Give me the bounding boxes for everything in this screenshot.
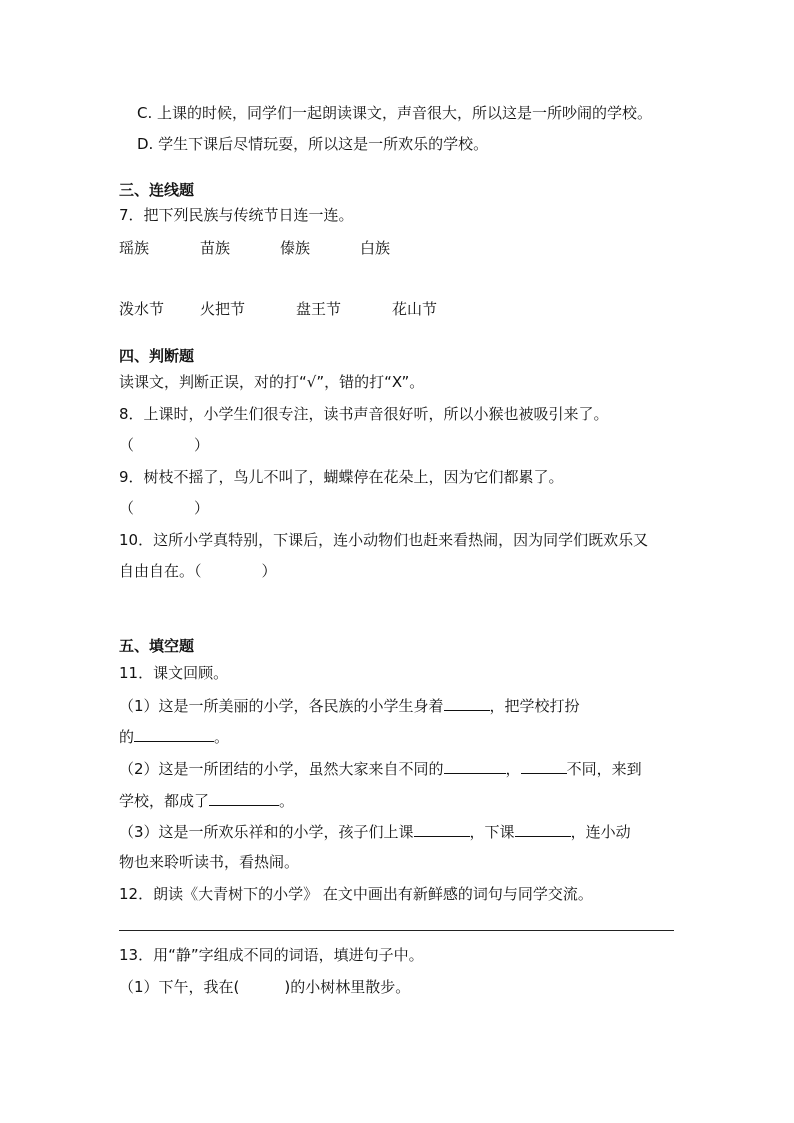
blank-decorated[interactable] (134, 726, 214, 742)
blank-in-class[interactable] (414, 821, 470, 837)
q11-1-text-a: （1）这是一所美丽的小学，各民族的小学生身着 (119, 697, 444, 715)
question-9-answer[interactable]: （ ） (119, 499, 210, 517)
question-11-1-line2 (119, 726, 229, 747)
blank-after-class[interactable] (515, 821, 571, 837)
q11-2-text-a: （2）这是一所团结的小学，虽然大家来自不同的 (119, 760, 444, 778)
question-13-1[interactable]: （1）下午，我在( )的小树林里散步。 (119, 978, 411, 996)
blank-ethnicity[interactable] (521, 758, 567, 774)
question-9: 9．树枝不摇了，鸟儿不叫了，蝴蝶停在花朵上，因为它们都累了。 (119, 468, 564, 486)
section3-heading: 三、连线题 (119, 181, 195, 199)
q11-2-text-b: ， (505, 760, 521, 778)
ethnic-group-4: 白族 (360, 239, 391, 257)
question-11-1-line1 (119, 695, 580, 716)
question-12: 12．朗读《大青树下的小学》 在文中画出有新鲜感的词句与同学交流。 (119, 885, 593, 903)
festival-4: 花山节 (392, 300, 438, 318)
question-11-3-line2: 物也来聆听读书，看热闹。 (119, 853, 300, 871)
option-c: C. 上课的时候，同学们一起朗读课文，声音很大，所以这是一所吵闹的学校。 (137, 104, 653, 122)
q11-2-text-c: 不同，来到 (566, 760, 642, 778)
ethnic-group-2: 苗族 (200, 239, 231, 257)
answer-rule[interactable] (119, 930, 674, 931)
q11-3-text-a: （3）这是一所欢乐祥和的小学，孩子们上课 (119, 823, 414, 841)
question-10-line2[interactable]: 自由自在。（ ） (119, 562, 277, 580)
q11-3-text-b: ，下课 (469, 823, 515, 841)
ethnic-group-1: 瑶族 (119, 239, 150, 257)
festival-2: 火把节 (200, 300, 246, 318)
section5-heading: 五、填空题 (119, 637, 195, 655)
q11-1-text-d: 。 (214, 728, 230, 746)
question-11: 11．课文回顾。 (119, 664, 229, 682)
q11-2-text-d: 学校，都成了 (119, 792, 210, 810)
section4-heading: 四、判断题 (119, 347, 195, 365)
q11-2-text-e: 。 (279, 792, 295, 810)
section4-instruction: 读课文，判断正误，对的打“√”，错的打“X”。 (119, 373, 425, 391)
ethnic-group-3: 傣族 (280, 239, 311, 257)
option-d: D. 学生下课后尽情玩耍，所以这是一所欢乐的学校。 (137, 135, 489, 153)
question-10-line1: 10．这所小学真特别，下课后，连小动物们也赶来看热闹，因为同学们既欢乐又 (119, 531, 649, 549)
festival-1: 泼水节 (119, 300, 165, 318)
question-11-3-line1 (119, 821, 631, 842)
festival-3: 盘王节 (296, 300, 342, 318)
q11-1-text-c: 的 (119, 728, 135, 746)
question-11-2-line2 (119, 790, 294, 811)
question-13: 13．用“静”字组成不同的词语，填进句子中。 (119, 946, 424, 964)
question-8: 8．上课时，小学生们很专注，读书声音很好听，所以小猴也被吸引来了。 (119, 405, 609, 423)
blank-became[interactable] (209, 790, 279, 806)
q11-1-text-b: ，把学校打扮 (489, 697, 580, 715)
blank-attire[interactable] (444, 695, 490, 711)
question-8-answer[interactable]: （ ） (119, 436, 210, 454)
question-11-2-line1 (119, 758, 642, 779)
blank-origin[interactable] (444, 758, 506, 774)
q11-3-text-c: ，连小动 (570, 823, 631, 841)
question-7: 7．把下列民族与传统节日连一连。 (119, 206, 354, 224)
